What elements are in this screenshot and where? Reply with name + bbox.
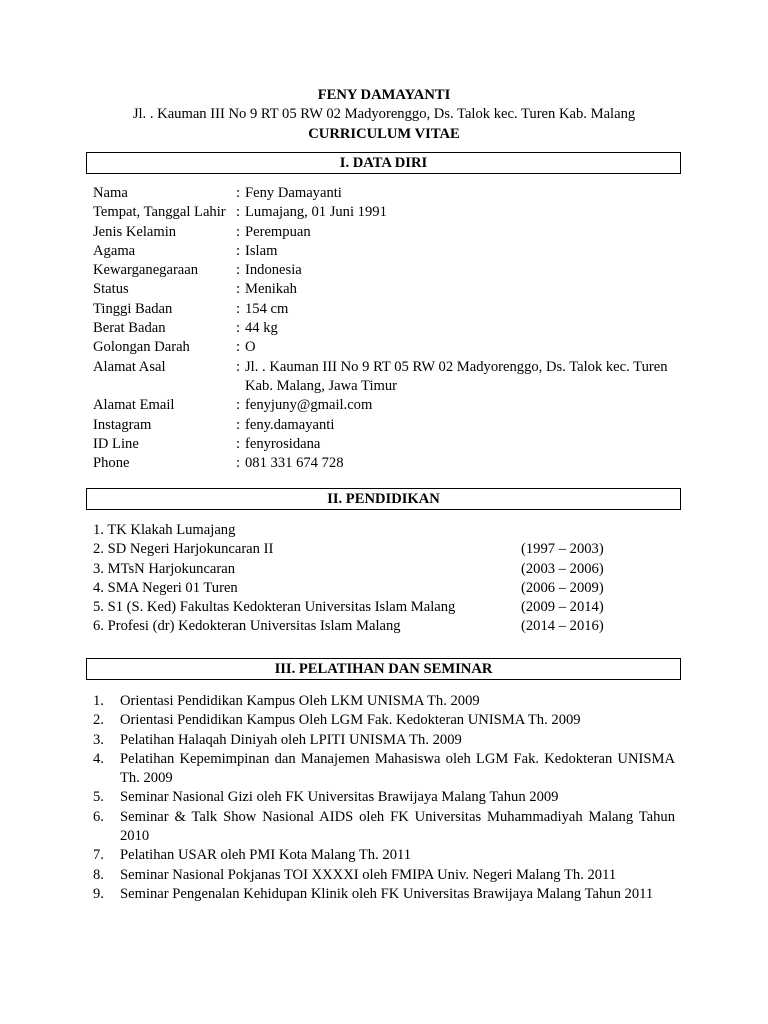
field-value: feny.damayanti bbox=[245, 416, 335, 433]
personal-data-list bbox=[93, 184, 675, 473]
section-header-data-diri: I. DATA DIRI bbox=[86, 152, 681, 174]
training-number: 3. bbox=[93, 731, 104, 748]
training-number: 5. bbox=[93, 789, 104, 806]
field-label: Golongan Darah bbox=[93, 339, 190, 356]
training-number: 7. bbox=[93, 847, 104, 864]
field-value: Jl. . Kauman III No 9 RT 05 RW 02 Madyorenggo, Ds. Talok kec. Turen Kab. Malang, Jawa Timur bbox=[245, 358, 668, 394]
training-text: Orientasi Pendidikan Kampus Oleh LKM UNISMA Th. 2009 bbox=[120, 693, 480, 709]
field-value: Lumajang, 01 Juni 1991 bbox=[245, 204, 387, 221]
personal-data-row bbox=[93, 435, 675, 454]
training-item bbox=[93, 846, 675, 865]
field-label: Phone bbox=[93, 455, 130, 472]
training-number: 1. bbox=[93, 693, 104, 709]
education-item bbox=[93, 579, 675, 598]
field-label: Tempat, Tanggal Lahir bbox=[93, 204, 226, 221]
field-label: Nama bbox=[93, 185, 128, 201]
section-header-pelatihan: III. PELATIHAN DAN SEMINAR bbox=[86, 658, 681, 680]
personal-data-row bbox=[93, 396, 675, 415]
field-value: Indonesia bbox=[245, 262, 302, 279]
personal-data-row bbox=[93, 242, 675, 261]
training-item bbox=[93, 750, 675, 789]
colon: : bbox=[236, 416, 241, 433]
field-label: Alamat Asal bbox=[93, 358, 166, 375]
field-value: Perempuan bbox=[245, 223, 311, 240]
training-number: 8. bbox=[93, 866, 104, 883]
training-number: 9. bbox=[93, 885, 104, 902]
training-text: Seminar & Talk Show Nasional AIDS oleh FK Universitas Muhammadiyah Malang Tahun 2010 bbox=[120, 808, 675, 845]
personal-data-row bbox=[93, 223, 675, 242]
training-text: Seminar Nasional Pokjanas TOI XXXXI oleh FMIPA Univ. Negeri Malang Th. 2011 bbox=[120, 866, 617, 883]
training-number: 4. bbox=[93, 750, 104, 767]
field-label: Agama bbox=[93, 242, 136, 259]
colon: : bbox=[236, 281, 241, 298]
personal-data-row bbox=[93, 184, 675, 203]
personal-data-row bbox=[93, 203, 675, 222]
colon: : bbox=[236, 358, 241, 375]
cv-header bbox=[0, 86, 768, 144]
education-text: 6. Profesi (dr) Kedokteran Universitas Islam Malang bbox=[93, 618, 401, 635]
education-item bbox=[93, 560, 675, 579]
field-label: Status bbox=[93, 281, 129, 298]
field-value: 44 kg bbox=[245, 320, 278, 337]
field-value: Feny Damayanti bbox=[245, 185, 342, 201]
education-item bbox=[93, 540, 675, 559]
field-value: 154 cm bbox=[245, 300, 289, 317]
cv-title: CURRICULUM VITAE bbox=[308, 125, 460, 142]
training-item bbox=[93, 692, 675, 711]
education-text: 4. SMA Negeri 01 Turen bbox=[93, 579, 238, 596]
section-header-pendidikan: II. PENDIDIKAN bbox=[86, 488, 681, 510]
training-item bbox=[93, 808, 675, 847]
field-label: Jenis Kelamin bbox=[93, 223, 177, 240]
field-label: Berat Badan bbox=[93, 320, 166, 337]
education-item bbox=[93, 617, 675, 636]
training-text: Orientasi Pendidikan Kampus Oleh LGM Fak. Kedokteran UNISMA Th. 2009 bbox=[120, 712, 581, 729]
training-text: Pelatihan Kepemimpinan dan Manajemen Mahasiswa oleh LGM Fak. Kedokteran UNISMA Th. 2009 bbox=[120, 750, 675, 787]
colon: : bbox=[236, 300, 241, 317]
education-years: (2006 – 2009) bbox=[521, 579, 604, 596]
field-value: O bbox=[245, 339, 256, 356]
training-text: Seminar Pengenalan Kehidupan Klinik oleh FK Universitas Brawijaya Malang Tahun 2011 bbox=[120, 885, 654, 902]
training-item bbox=[93, 788, 675, 807]
field-value: fenyrosidana bbox=[245, 435, 321, 452]
personal-data-row bbox=[93, 300, 675, 319]
training-text: Seminar Nasional Gizi oleh FK Universitas Brawijaya Malang Tahun 2009 bbox=[120, 789, 559, 806]
education-item bbox=[93, 521, 675, 540]
education-years: (2014 – 2016) bbox=[521, 618, 604, 635]
cv-name: FENY DAMAYANTI bbox=[317, 87, 451, 103]
personal-data-row bbox=[93, 261, 675, 280]
education-list bbox=[93, 521, 675, 637]
cv-address: Jl. . Kauman III No 9 RT 05 RW 02 Madyorenggo, Ds. Talok kec. Turen Kab. Malang bbox=[132, 106, 636, 123]
field-value: Menikah bbox=[245, 281, 297, 298]
training-item bbox=[93, 711, 675, 730]
training-item bbox=[93, 885, 675, 904]
colon: : bbox=[236, 262, 241, 279]
colon: : bbox=[236, 320, 241, 337]
education-item bbox=[93, 598, 675, 617]
field-label: Instagram bbox=[93, 416, 152, 433]
colon: : bbox=[236, 185, 241, 201]
field-value: fenyjuny@gmail.com bbox=[245, 397, 373, 414]
training-text: Pelatihan USAR oleh PMI Kota Malang Th. 2011 bbox=[120, 847, 412, 864]
field-label: Tinggi Badan bbox=[93, 300, 173, 317]
personal-data-row bbox=[93, 454, 675, 473]
colon: : bbox=[236, 223, 241, 240]
personal-data-row bbox=[93, 280, 675, 299]
education-text: 3. MTsN Harjokuncaran bbox=[93, 560, 236, 577]
training-item bbox=[93, 866, 675, 885]
colon: : bbox=[236, 397, 241, 414]
education-years: (2003 – 2006) bbox=[521, 560, 604, 577]
personal-data-row bbox=[93, 319, 675, 338]
education-text: 2. SD Negeri Harjokuncaran II bbox=[93, 541, 274, 558]
field-label: Kewarganegaraan bbox=[93, 262, 199, 279]
training-item bbox=[93, 731, 675, 750]
education-text: 5. S1 (S. Ked) Fakultas Kedokteran Universitas Islam Malang bbox=[93, 599, 456, 616]
colon: : bbox=[236, 455, 241, 472]
training-text: Pelatihan Halaqah Diniyah oleh LPITI UNISMA Th. 2009 bbox=[120, 731, 462, 748]
field-label: ID Line bbox=[93, 435, 139, 452]
education-years: (1997 – 2003) bbox=[521, 541, 604, 558]
education-text: 1. TK Klakah Lumajang bbox=[93, 522, 236, 538]
education-years: (2009 – 2014) bbox=[521, 599, 604, 616]
field-value: 081 331 674 728 bbox=[245, 455, 344, 472]
personal-data-row bbox=[93, 358, 675, 397]
personal-data-row bbox=[93, 416, 675, 435]
training-number: 6. bbox=[93, 808, 104, 825]
personal-data-row bbox=[93, 338, 675, 357]
field-value: Islam bbox=[245, 242, 278, 259]
colon: : bbox=[236, 242, 241, 259]
colon: : bbox=[236, 339, 241, 356]
colon: : bbox=[236, 435, 241, 452]
training-number: 2. bbox=[93, 712, 104, 729]
training-list bbox=[93, 692, 675, 904]
colon: : bbox=[236, 204, 241, 221]
field-label: Alamat Email bbox=[93, 397, 175, 414]
